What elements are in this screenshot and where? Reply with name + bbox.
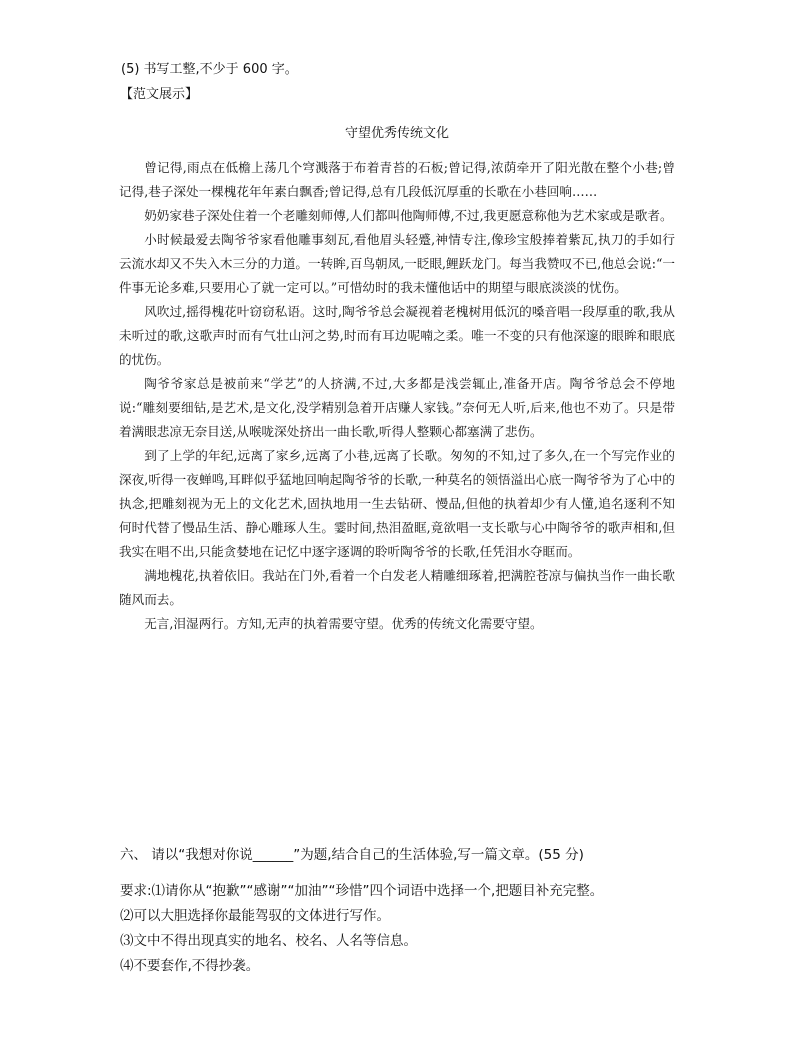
essay-paragraph: 曾记得,雨点在低檐上荡几个穹溅落于布着青苔的石板;曾记得,浓荫牵开了阳光散在整个小巷;曾记得,巷子深处一棵槐花年年素白飘香;曾记得,总有几段低沉厚重的长歌在小巷回响…… [119,160,675,199]
essay-paragraph: 小时候最爱去陶爷爷家看他雕事刻瓦,看他眉头轻蹙,神情专注,像珍宝般捧着紫瓦,执刀的手如行云流水却又不失入木三分的力道。一转眸,百鸟朝凤,一眨眼,鲤跃龙门。每当我赞叹不已,他总会说:“一件事无论多难,只要用心了就一定可以。”可惜幼时的我未懂他话中的期望与眼底淡淡的忧伤。 [119,232,675,295]
essay-title: 守望优秀传统文化 [344,126,449,141]
requirement-5: (5) 书写工整,不少于 600 字。 [121,62,298,77]
question-6-requirement: ⑵可以大胆选择你最能驾驭的文体进行写作。 [120,908,390,924]
essay-paragraph: 风吹过,摇得槐花叶窃窃私语。这时,陶爷爷总会凝视着老槐树用低沉的嗓音唱一段厚重的歌,我从未听过的歌,这歌声时而有气壮山河之势,时而有耳边呢喃之柔。唯一不变的只有他深邃的眼眸和眼底的忧伤。 [119,304,675,367]
sample-essay-tag: 【范文展示】 [120,87,199,102]
essay-body [119,156,675,636]
essay-paragraph: 无言,泪湿两行。方知,无声的执着需要守望。优秀的传统文化需要守望。 [144,616,543,631]
question-6-requirement: 要求:⑴请你从“抱歉”“感谢”“加油”“珍惜”四个词语中选择一个,把题目补充完整。 [120,883,604,899]
question-6-requirement: ⑷不要套作,不得抄袭。 [120,958,260,974]
essay-paragraph: 到了上学的年纪,远离了家乡,远离了小巷,远离了长歌。匆匆的不知,过了多久,在一个写完作业的深夜,听得一夜蝉鸣,耳畔似乎猛地回响起陶爷爷的长歌,一种莫名的领悟溢出心底一陶爷爷为了心中的执念,把雕刻视为无上的文化艺术,固执地用一生去钻研、慢品,但他的执着却少有人懂,追名逐利不知何时代替了慢品生活、静心雕琢人生。霎时间,热泪盈眶,竟欲唱一支长歌与心中陶爷爷的歌声相和,但我实在唱不出,只能贪婪地在记忆中逐字逐调的聆听陶爷爷的长歌,任凭泪水夺眶而。 [119,448,675,559]
question-6-requirement: ⑶文中不得出现真实的地名、校名、人名等信息。 [120,933,417,949]
question-6-prompt: 六、 请以“我想对你说______”为题,结合自己的生活体验,写一篇文章。(55 分) [120,847,584,863]
essay-paragraph: 陶爷爷家总是被前来“学艺”的人挤满,不过,大多都是浅尝辄止,准备开店。陶爷爷总会不停地说:“雕刻要细钻,是艺术,是文化,没学精别急着开店赚人家钱。”奈何无人听,后来,他也不劝了。只是带着满眼悲凉无奈目送,从喉咙深处挤出一曲长歌,听得人整颗心都塞满了悲伤。 [119,376,675,439]
essay-paragraph: 满地槐花,执着依旧。我站在门外,看着一个白发老人精雕细琢着,把满腔苍凉与偏执当作一曲长歌随风而去。 [119,568,675,607]
essay-paragraph: 奶奶家巷子深处住着一个老雕刻师傅,人们都叫他陶师傅,不过,我更愿意称他为艺术家或是歌者。 [144,208,673,223]
